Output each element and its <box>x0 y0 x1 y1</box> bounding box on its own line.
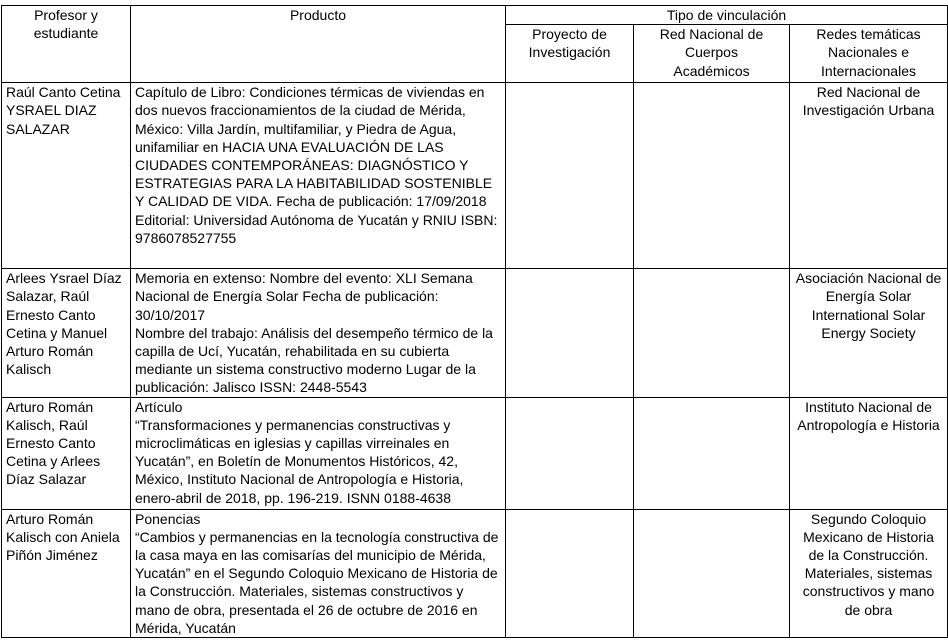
thematic-network-cell: Instituto Nacional de Antropología e Historia <box>790 397 948 509</box>
national-network-cell <box>634 83 790 269</box>
header-national-network: Red Nacional de Cuerpos Académicos <box>634 25 790 83</box>
product-line-2: Nombre del trabajo: Análisis del desempeño térmico de la capilla de Ucí, Yucatán, rehabilitada en su cubierta mediante un sistema constructivo moderno Lugar de la publicación: Jalisco ISSN: 2448-5543 <box>135 324 493 396</box>
product-line-2: “Transformaciones y permanencias constructivas y microclimáticas en iglesias y capillas virreinales en Yucatán”, en Boletín de Monumentos Históricos, 42, México, Instituto Nacional de Antropología e Historia, enero-abril de 2018, pp. 196-219. ISNN 0188-4638 <box>135 416 464 506</box>
product-line-2: “Cambios y permanencias en la tecnología constructiva de la casa maya en las comisarías del municipio de Mérida, Yucatán” en el Segundo Coloquio Mexicano de Historia de la Construcción. Materiales, sistemas constructivos y mano de obra, presentada el 26 de octubre de 2016 en Mérida, Yucatán <box>135 528 499 636</box>
table-row <box>2 83 948 269</box>
header-research-project: Proyecto de Investigación <box>506 25 634 83</box>
product-cell: Capítulo de Libro: Condiciones térmicas de viviendas en dos nuevos fraccionamientos de la ciudad de Mérida, México: Villa Jardín, multifamiliar, y Piedra de Agua, unifamiliar en HACIA UNA EVALUACIÓN DE LAS CIUDADES CONTEMPORÁNEAS: DIAGNÓSTICO Y ESTRATEGIAS PARA LA HABITABILIDAD SOSTENIBLE Y CALIDAD DE VIDA. Fecha de publicación: 17/09/2018 Editorial: Universidad Autónoma de Yucatán y RNIU ISBN: 9786078527755 <box>131 83 506 269</box>
national-network-cell <box>634 269 790 397</box>
product-line-1: Memoria en extenso: Nombre del evento: XLI Semana Nacional de Energía Solar Fecha de publicación: 30/10/2017 <box>135 270 473 323</box>
national-network-cell <box>634 509 790 637</box>
research-project-cell <box>506 83 634 269</box>
product-line-1: Artículo <box>135 398 183 415</box>
header-row-1 <box>2 6 948 25</box>
header-professor-student: Profesor y estudiante <box>2 6 131 83</box>
header-product: Producto <box>131 6 506 83</box>
product-cell <box>131 269 506 397</box>
research-project-cell <box>506 509 634 637</box>
table-row <box>2 397 948 509</box>
research-project-cell <box>506 397 634 509</box>
product-cell <box>131 397 506 509</box>
thematic-network-cell: Red Nacional de Investigación Urbana <box>790 83 948 269</box>
thematic-network-cell: Asociación Nacional de Energía Solar International Solar Energy Society <box>790 269 948 397</box>
product-cell <box>131 509 506 637</box>
people-cell: Arlees Ysrael Díaz Salazar, Raúl Ernesto Canto Cetina y Manuel Arturo Román Kalisch <box>2 269 131 397</box>
research-project-cell <box>506 269 634 397</box>
table-row <box>2 509 948 637</box>
thematic-network-cell: Segundo Coloquio Mexicano de Historia de la Construcción. Materiales, sistemas constructivos y mano de obra <box>790 509 948 637</box>
people-cell: Arturo Román Kalisch con Aniela Piñón Jiménez <box>2 509 131 637</box>
table-row <box>2 269 948 397</box>
people-cell: Arturo Román Kalisch, Raúl Ernesto Canto Cetina y Arlees Díaz Salazar <box>2 397 131 509</box>
header-linkage-type: Tipo de vinculación <box>506 6 948 25</box>
national-network-cell <box>634 397 790 509</box>
linkage-table <box>1 5 948 638</box>
people-cell: Raúl Canto Cetina YSRAEL DIAZ SALAZAR <box>2 83 131 269</box>
product-line-1: Ponencias <box>135 510 201 527</box>
header-thematic-networks: Redes temáticas Nacionales e Internacionales <box>790 25 948 83</box>
